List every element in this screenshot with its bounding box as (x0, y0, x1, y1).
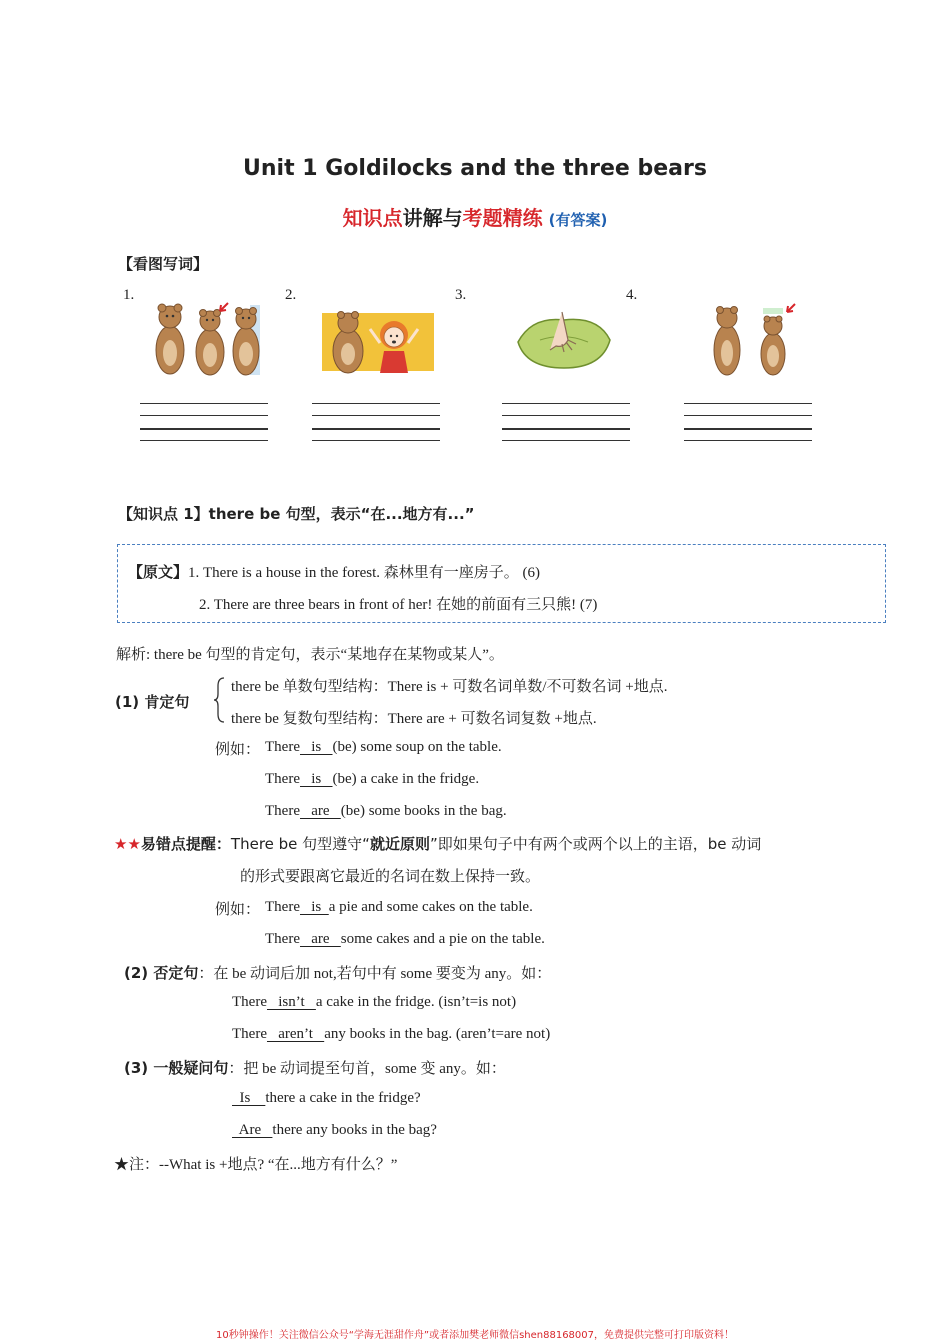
example-post: a pie and some cakes on the table. (328, 899, 533, 915)
example-pre: There (232, 1026, 267, 1042)
example-answer: are (299, 803, 341, 819)
writing-line (684, 415, 812, 416)
writing-line (502, 415, 630, 416)
source-line-2: 2. There are three bears in front of her! 在她的前面有三只熊! (7) (199, 597, 598, 613)
example-answer: is (299, 771, 333, 787)
question-text: ：把 be 动词提至句首，some 变 any。如： (228, 1061, 506, 1077)
example-pre: There (265, 771, 300, 787)
negative-line (124, 962, 551, 983)
example-answer: isn’t (266, 994, 316, 1010)
example-pre: There (265, 899, 300, 915)
picture-number-4: 4. (626, 287, 638, 303)
affirmative-example-1 (265, 739, 502, 756)
writing-line (502, 440, 630, 441)
knowledge-point-heading: 【知识点 1】there be 句型，表示“在...地方有...” (118, 505, 475, 523)
example-post: (be) a cake in the fridge. (332, 771, 480, 787)
example-pre: There (265, 803, 300, 819)
example-post: any books in the bag. (aren’t=are not) (324, 1026, 551, 1042)
writing-line (140, 428, 268, 430)
tip-text-bold: 就近原则 (369, 835, 430, 853)
negative-text: ：在 be 动词后加 not,若句中有 some 要变为 any。如： (198, 966, 552, 982)
example-answer: aren’t (266, 1026, 325, 1042)
writing-line (312, 415, 440, 416)
subtitle-part3: 考题精练 (462, 206, 543, 230)
negative-example-2 (232, 1026, 550, 1043)
writing-line (312, 403, 440, 404)
example-post: there any books in the bag? (272, 1122, 437, 1138)
affirmative-example-3 (265, 803, 507, 820)
tip-line-2: 的形式要跟离它最近的名词在数上保持一致。 (240, 867, 541, 885)
subtitle-note: (有答案) (548, 211, 608, 229)
tip-line-1 (114, 833, 761, 854)
example-post: (be) some soup on the table. (332, 739, 502, 755)
footer-promo: 10秒钟操作！关注微信公众号“学海无涯甜作舟”或者添加樊老师微信shen88168007，免费提供完整可打印版资料！ (215, 1330, 735, 1341)
writing-line (684, 440, 812, 441)
question-label: (3) 一般疑问句 (124, 1059, 229, 1077)
picture-number-2: 2. (285, 287, 297, 303)
example-answer: is (299, 739, 333, 755)
tip-example-1 (265, 899, 533, 916)
example-pre: There (232, 994, 267, 1010)
note-text: ★注：--What is +地点? “在...地方有什么？” (114, 1157, 398, 1173)
negative-label: (2) 否定句 (124, 964, 199, 982)
example-pre: There (265, 739, 300, 755)
tip-examples-label: 例如： (215, 902, 261, 918)
picture-number-3: 3. (455, 287, 467, 303)
example-post: (be) some books in the bag. (340, 803, 507, 819)
affirmative-rule-1: there be 单数句型结构：There is + 可数名词单数/不可数名词 +地点. (231, 679, 668, 695)
tip-label: 易错点提醒： (140, 835, 231, 853)
writing-line (502, 428, 630, 430)
bear-and-goldilocks-image (322, 305, 434, 377)
source-label: 【原文】 (128, 563, 189, 581)
writing-line (140, 440, 268, 441)
negative-example-1 (232, 994, 516, 1011)
page-title: Unit 1 Goldilocks and the three bears (243, 156, 707, 181)
question-line (124, 1057, 506, 1078)
analysis-text: 解析: there be 句型的肯定句，表示“某地存在某物或某人”。 (116, 647, 504, 663)
source-line-1-text: 1. There is a house in the forest. 森林里有一座房子。 (6) (188, 565, 541, 581)
affirmative-rule-2: there be 复数句型结构：There are + 可数名词复数 +地点. (231, 711, 597, 727)
page-subtitle (0, 202, 950, 231)
affirmative-examples-label: 例如： (215, 742, 261, 758)
writing-line (502, 403, 630, 404)
star-icon: ★★ (114, 835, 141, 853)
question-example-2 (232, 1122, 437, 1139)
tip-example-2 (265, 931, 545, 948)
writing-line (140, 403, 268, 404)
affirmative-example-2 (265, 771, 479, 788)
source-line-1 (128, 561, 540, 582)
example-answer: are (299, 931, 341, 947)
writing-line (312, 428, 440, 430)
affirmative-label: (1) 肯定句 (115, 693, 190, 711)
example-answer: Are (232, 1122, 273, 1138)
writing-line (684, 403, 812, 404)
example-post: some cakes and a pie on the table. (340, 931, 545, 947)
picture-section-heading: 【看图写词】 (118, 255, 209, 273)
example-answer: is (299, 899, 329, 915)
hand-pressing-pillow-image (512, 310, 616, 374)
writing-line (140, 415, 268, 416)
example-answer: Is (232, 1090, 266, 1106)
question-example-1 (232, 1090, 421, 1107)
writing-line (684, 428, 812, 430)
writing-line (312, 440, 440, 441)
example-pre: There (265, 931, 300, 947)
two-bears-image (705, 298, 805, 383)
tip-text-pre: There be 句型遵守“ (230, 835, 370, 853)
brace-icon (212, 676, 226, 724)
subtitle-part2: 讲解与 (402, 206, 463, 230)
tip-text-post: ”即如果句子中有两个或两个以上的主语，be 动词 (429, 835, 762, 853)
example-post: there a cake in the fridge? (265, 1090, 421, 1106)
subtitle-part1: 知识点 (342, 206, 403, 230)
example-post: a cake in the fridge. (isn’t=is not) (315, 994, 517, 1010)
three-bears-image (150, 295, 270, 385)
picture-number-1: 1. (123, 287, 135, 303)
